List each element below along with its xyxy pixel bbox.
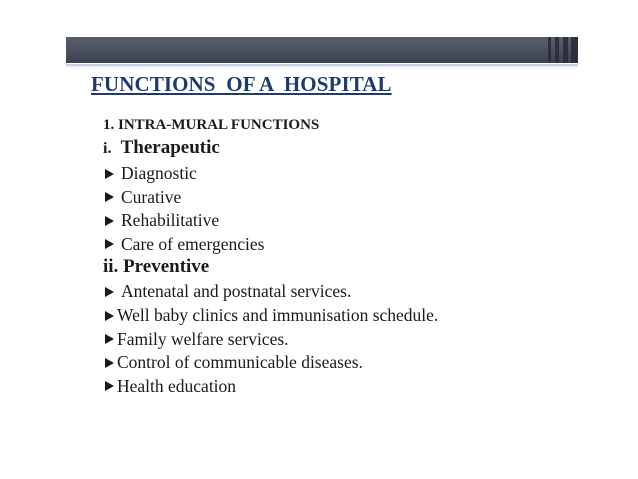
- header-stripe: [555, 37, 559, 63]
- arrow-bullet-icon: [105, 216, 114, 226]
- preventive-label: Preventive: [123, 256, 210, 277]
- list-item: Health education: [103, 375, 438, 399]
- list-item: Well baby clinics and immunisation schedule.: [103, 304, 438, 328]
- therapeutic-list: [103, 162, 265, 256]
- slide-title: FUNCTIONS OF A HOSPITAL: [91, 72, 392, 96]
- list-item: Rehabilitative: [103, 209, 265, 233]
- header-stripe: [571, 37, 578, 63]
- preventive-list-continued: [103, 304, 438, 398]
- arrow-bullet-icon: [105, 334, 114, 344]
- arrow-bullet-icon: [105, 358, 114, 368]
- list-item: Control of communicable diseases.: [103, 351, 438, 375]
- header-bar: [66, 37, 578, 63]
- therapeutic-number: i.: [103, 140, 112, 157]
- list-item: Family welfare services.: [103, 328, 438, 352]
- header-shadow: [66, 66, 578, 69]
- header-stripe: [563, 37, 568, 63]
- header-stripe: [548, 37, 551, 63]
- preventive-list: [103, 280, 351, 304]
- therapeutic-heading: [103, 137, 220, 159]
- arrow-bullet-icon: [105, 381, 114, 391]
- list-item: Curative: [103, 186, 265, 210]
- preventive-heading: [103, 256, 209, 278]
- arrow-bullet-icon: [105, 311, 114, 321]
- list-item: Care of emergencies: [103, 233, 265, 257]
- arrow-bullet-icon: [105, 239, 114, 249]
- arrow-bullet-icon: [105, 169, 114, 179]
- arrow-bullet-icon: [105, 192, 114, 202]
- list-item: Diagnostic: [103, 162, 265, 186]
- section-heading: 1. INTRA-MURAL FUNCTIONS: [103, 117, 320, 133]
- arrow-bullet-icon: [105, 287, 114, 297]
- therapeutic-label: Therapeutic: [120, 137, 220, 158]
- list-item: Antenatal and postnatal services.: [103, 280, 351, 304]
- preventive-number: ii.: [103, 256, 119, 277]
